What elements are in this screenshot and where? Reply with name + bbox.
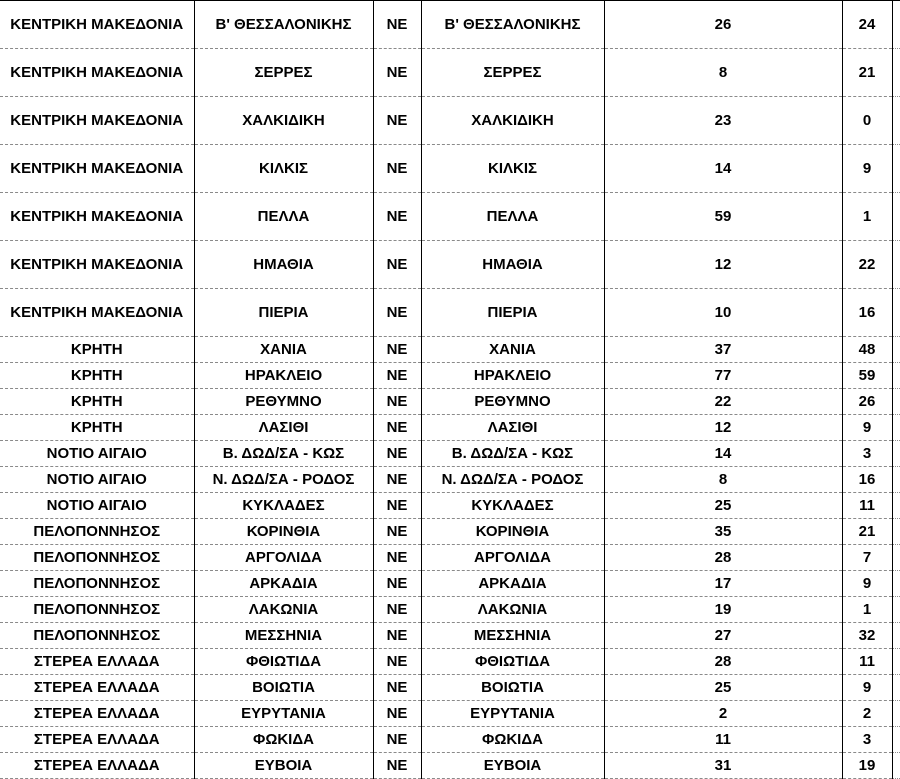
table-row	[0, 389, 900, 415]
empty-cell[interactable]	[892, 49, 900, 97]
value2-cell[interactable]: 21	[842, 49, 892, 97]
prefecture-cell[interactable]: ΗΜΑΘΙΑ	[194, 241, 373, 289]
table-row	[0, 97, 900, 145]
region-cell[interactable]: ΠΕΛΟΠΟΝΝΗΣΟΣ	[0, 571, 194, 597]
table-row	[0, 649, 900, 675]
value2-cell[interactable]: 2	[842, 701, 892, 727]
type-cell[interactable]: ΝΕ	[373, 467, 421, 493]
value1-cell[interactable]: 8	[604, 49, 842, 97]
unit-cell[interactable]: ΡΕΘΥΜΝΟ	[421, 389, 604, 415]
type-cell[interactable]: ΝΕ	[373, 389, 421, 415]
region-cell[interactable]: ΠΕΛΟΠΟΝΝΗΣΟΣ	[0, 623, 194, 649]
prefecture-cell[interactable]: Ν. ΔΩΔ/ΣΑ - ΡΟΔΟΣ	[194, 467, 373, 493]
prefecture-cell[interactable]: ΦΩΚΙΔΑ	[194, 727, 373, 753]
type-cell[interactable]: ΝΕ	[373, 97, 421, 145]
value2-cell[interactable]: 3	[842, 441, 892, 467]
value2-cell[interactable]: 7	[842, 545, 892, 571]
value2-cell[interactable]: 22	[842, 241, 892, 289]
prefecture-cell[interactable]: ΚΙΛΚΙΣ	[194, 145, 373, 193]
empty-cell[interactable]	[892, 289, 900, 337]
unit-cell[interactable]: ΧΑΝΙΑ	[421, 337, 604, 363]
value2-cell[interactable]: 16	[842, 467, 892, 493]
unit-cell[interactable]: Β' ΘΕΣΣΑΛΟΝΙΚΗΣ	[421, 1, 604, 49]
type-cell[interactable]: ΝΕ	[373, 193, 421, 241]
prefecture-cell[interactable]: ΡΕΘΥΜΝΟ	[194, 389, 373, 415]
empty-cell[interactable]	[892, 753, 900, 779]
type-cell[interactable]: ΝΕ	[373, 727, 421, 753]
region-cell[interactable]: ΚΡΗΤΗ	[0, 415, 194, 441]
region-cell[interactable]: ΚΕΝΤΡΙΚΗ ΜΑΚΕΔΟΝΙΑ	[0, 289, 194, 337]
value2-cell[interactable]: 0	[842, 97, 892, 145]
value2-cell[interactable]: 19	[842, 753, 892, 779]
unit-cell[interactable]: ΗΜΑΘΙΑ	[421, 241, 604, 289]
type-cell[interactable]: ΝΕ	[373, 649, 421, 675]
value2-cell[interactable]: 9	[842, 145, 892, 193]
table-row	[0, 571, 900, 597]
type-cell[interactable]: ΝΕ	[373, 597, 421, 623]
table-row	[0, 597, 900, 623]
value1-cell[interactable]: 22	[604, 389, 842, 415]
table-row	[0, 337, 900, 363]
value1-cell[interactable]: 11	[604, 727, 842, 753]
prefecture-cell[interactable]: ΛΑΣΙΘΙ	[194, 415, 373, 441]
table-row	[0, 289, 900, 337]
empty-cell[interactable]	[892, 415, 900, 441]
table-row	[0, 241, 900, 289]
type-cell[interactable]: ΝΕ	[373, 289, 421, 337]
empty-cell[interactable]	[892, 363, 900, 389]
type-cell[interactable]: ΝΕ	[373, 1, 421, 49]
empty-cell[interactable]	[892, 701, 900, 727]
table-row	[0, 441, 900, 467]
region-cell[interactable]: ΚΡΗΤΗ	[0, 337, 194, 363]
table-row	[0, 193, 900, 241]
type-cell[interactable]: ΝΕ	[373, 571, 421, 597]
table-row	[0, 363, 900, 389]
prefecture-cell[interactable]: ΕΥΡΥΤΑΝΙΑ	[194, 701, 373, 727]
empty-cell[interactable]	[892, 649, 900, 675]
value1-cell[interactable]: 28	[604, 545, 842, 571]
table-row	[0, 701, 900, 727]
region-cell[interactable]: ΣΤΕΡΕΑ ΕΛΛΑΔΑ	[0, 727, 194, 753]
prefecture-cell[interactable]: ΕΥΒΟΙΑ	[194, 753, 373, 779]
value1-cell[interactable]: 12	[604, 241, 842, 289]
empty-cell[interactable]	[892, 597, 900, 623]
empty-cell[interactable]	[892, 545, 900, 571]
empty-cell[interactable]	[892, 571, 900, 597]
type-cell[interactable]: ΝΕ	[373, 493, 421, 519]
type-cell[interactable]: ΝΕ	[373, 519, 421, 545]
value1-cell[interactable]: 23	[604, 97, 842, 145]
prefecture-cell[interactable]: ΦΘΙΩΤΙΔΑ	[194, 649, 373, 675]
empty-cell[interactable]	[892, 337, 900, 363]
unit-cell[interactable]: ΛΑΣΙΘΙ	[421, 415, 604, 441]
value2-cell[interactable]: 24	[842, 1, 892, 49]
unit-cell[interactable]: ΕΥΒΟΙΑ	[421, 753, 604, 779]
table-row	[0, 1, 900, 49]
empty-cell[interactable]	[892, 467, 900, 493]
value1-cell[interactable]: 25	[604, 675, 842, 701]
empty-cell[interactable]	[892, 389, 900, 415]
prefecture-cell[interactable]: ΒΟΙΩΤΙΑ	[194, 675, 373, 701]
type-cell[interactable]: ΝΕ	[373, 675, 421, 701]
value1-cell[interactable]: 19	[604, 597, 842, 623]
table-row	[0, 519, 900, 545]
prefecture-cell[interactable]: ΣΕΡΡΕΣ	[194, 49, 373, 97]
prefecture-cell[interactable]: ΧΑΛΚΙΔΙΚΗ	[194, 97, 373, 145]
value1-cell[interactable]: 8	[604, 467, 842, 493]
value2-cell[interactable]: 1	[842, 597, 892, 623]
region-cell[interactable]: ΣΤΕΡΕΑ ΕΛΛΑΔΑ	[0, 753, 194, 779]
type-cell[interactable]: ΝΕ	[373, 623, 421, 649]
unit-cell[interactable]: ΚΥΚΛΑΔΕΣ	[421, 493, 604, 519]
type-cell[interactable]: ΝΕ	[373, 701, 421, 727]
region-cell[interactable]: ΚΕΝΤΡΙΚΗ ΜΑΚΕΔΟΝΙΑ	[0, 1, 194, 49]
empty-cell[interactable]	[892, 675, 900, 701]
region-cell[interactable]: ΠΕΛΟΠΟΝΝΗΣΟΣ	[0, 597, 194, 623]
table-body	[0, 1, 900, 779]
type-cell[interactable]: ΝΕ	[373, 337, 421, 363]
value1-cell[interactable]: 31	[604, 753, 842, 779]
unit-cell[interactable]: ΦΩΚΙΔΑ	[421, 727, 604, 753]
table-row	[0, 467, 900, 493]
unit-cell[interactable]: ΕΥΡΥΤΑΝΙΑ	[421, 701, 604, 727]
value2-cell[interactable]: 1	[842, 193, 892, 241]
region-cell[interactable]: ΚΕΝΤΡΙΚΗ ΜΑΚΕΔΟΝΙΑ	[0, 49, 194, 97]
unit-cell[interactable]: ΣΕΡΡΕΣ	[421, 49, 604, 97]
value1-cell[interactable]: 35	[604, 519, 842, 545]
region-cell[interactable]: ΚΕΝΤΡΙΚΗ ΜΑΚΕΔΟΝΙΑ	[0, 145, 194, 193]
table-row	[0, 623, 900, 649]
unit-cell[interactable]: ΗΡΑΚΛΕΙΟ	[421, 363, 604, 389]
value2-cell[interactable]: 9	[842, 571, 892, 597]
empty-cell[interactable]	[892, 1, 900, 49]
value1-cell[interactable]: 26	[604, 1, 842, 49]
value1-cell[interactable]: 37	[604, 337, 842, 363]
empty-cell[interactable]	[892, 519, 900, 545]
empty-cell[interactable]	[892, 241, 900, 289]
value2-cell[interactable]: 59	[842, 363, 892, 389]
value1-cell[interactable]: 59	[604, 193, 842, 241]
empty-cell[interactable]	[892, 441, 900, 467]
type-cell[interactable]: ΝΕ	[373, 415, 421, 441]
region-cell[interactable]: ΚΕΝΤΡΙΚΗ ΜΑΚΕΔΟΝΙΑ	[0, 241, 194, 289]
table-row	[0, 675, 900, 701]
prefecture-cell[interactable]: ΑΡΓΟΛΙΔΑ	[194, 545, 373, 571]
region-cell[interactable]: ΚΡΗΤΗ	[0, 363, 194, 389]
prefecture-cell[interactable]: ΧΑΝΙΑ	[194, 337, 373, 363]
unit-cell[interactable]: ΠΙΕΡΙΑ	[421, 289, 604, 337]
type-cell[interactable]: ΝΕ	[373, 545, 421, 571]
table-row	[0, 415, 900, 441]
type-cell[interactable]: ΝΕ	[373, 145, 421, 193]
value1-cell[interactable]: 14	[604, 441, 842, 467]
table-row	[0, 753, 900, 779]
unit-cell[interactable]: ΠΕΛΛΑ	[421, 193, 604, 241]
value2-cell[interactable]: 9	[842, 675, 892, 701]
empty-cell[interactable]	[892, 193, 900, 241]
empty-cell[interactable]	[892, 493, 900, 519]
unit-cell[interactable]: ΚΟΡΙΝΘΙΑ	[421, 519, 604, 545]
type-cell[interactable]: ΝΕ	[373, 241, 421, 289]
unit-cell[interactable]: ΑΡΓΟΛΙΔΑ	[421, 545, 604, 571]
prefecture-cell[interactable]: Β. ΔΩΔ/ΣΑ - ΚΩΣ	[194, 441, 373, 467]
type-cell[interactable]: ΝΕ	[373, 49, 421, 97]
unit-cell[interactable]: ΚΙΛΚΙΣ	[421, 145, 604, 193]
type-cell[interactable]: ΝΕ	[373, 363, 421, 389]
region-cell[interactable]: ΣΤΕΡΕΑ ΕΛΛΑΔΑ	[0, 675, 194, 701]
region-cell[interactable]: ΣΤΕΡΕΑ ΕΛΛΑΔΑ	[0, 649, 194, 675]
prefecture-cell[interactable]: ΗΡΑΚΛΕΙΟ	[194, 363, 373, 389]
region-cell[interactable]: ΝΟΤΙΟ ΑΙΓΑΙΟ	[0, 441, 194, 467]
region-cell[interactable]: ΠΕΛΟΠΟΝΝΗΣΟΣ	[0, 545, 194, 571]
value1-cell[interactable]: 14	[604, 145, 842, 193]
unit-cell[interactable]: ΜΕΣΣΗΝΙΑ	[421, 623, 604, 649]
region-cell[interactable]: ΚΡΗΤΗ	[0, 389, 194, 415]
prefecture-cell[interactable]: ΚΟΡΙΝΘΙΑ	[194, 519, 373, 545]
table-row	[0, 727, 900, 753]
empty-cell[interactable]	[892, 623, 900, 649]
prefecture-cell[interactable]: ΠΕΛΛΑ	[194, 193, 373, 241]
prefecture-cell[interactable]: ΜΕΣΣΗΝΙΑ	[194, 623, 373, 649]
value2-cell[interactable]: 11	[842, 649, 892, 675]
value2-cell[interactable]: 3	[842, 727, 892, 753]
empty-cell[interactable]	[892, 97, 900, 145]
unit-cell[interactable]: Β. ΔΩΔ/ΣΑ - ΚΩΣ	[421, 441, 604, 467]
value1-cell[interactable]: 25	[604, 493, 842, 519]
value1-cell[interactable]: 28	[604, 649, 842, 675]
region-cell[interactable]: ΠΕΛΟΠΟΝΝΗΣΟΣ	[0, 519, 194, 545]
type-cell[interactable]: ΝΕ	[373, 441, 421, 467]
value2-cell[interactable]: 9	[842, 415, 892, 441]
region-cell[interactable]: ΝΟΤΙΟ ΑΙΓΑΙΟ	[0, 467, 194, 493]
value2-cell[interactable]: 11	[842, 493, 892, 519]
value2-cell[interactable]: 21	[842, 519, 892, 545]
region-cell[interactable]: ΣΤΕΡΕΑ ΕΛΛΑΔΑ	[0, 701, 194, 727]
value2-cell[interactable]: 16	[842, 289, 892, 337]
empty-cell[interactable]	[892, 727, 900, 753]
table-row	[0, 49, 900, 97]
value1-cell[interactable]: 77	[604, 363, 842, 389]
unit-cell[interactable]: ΛΑΚΩΝΙΑ	[421, 597, 604, 623]
value2-cell[interactable]: 32	[842, 623, 892, 649]
value1-cell[interactable]: 10	[604, 289, 842, 337]
prefecture-cell[interactable]: ΠΙΕΡΙΑ	[194, 289, 373, 337]
prefecture-cell[interactable]: ΚΥΚΛΑΔΕΣ	[194, 493, 373, 519]
region-cell[interactable]: ΚΕΝΤΡΙΚΗ ΜΑΚΕΔΟΝΙΑ	[0, 97, 194, 145]
type-cell[interactable]: ΝΕ	[373, 753, 421, 779]
unit-cell[interactable]: ΒΟΙΩΤΙΑ	[421, 675, 604, 701]
prefecture-cell[interactable]: Β' ΘΕΣΣΑΛΟΝΙΚΗΣ	[194, 1, 373, 49]
value1-cell[interactable]: 17	[604, 571, 842, 597]
table-row	[0, 545, 900, 571]
value2-cell[interactable]: 48	[842, 337, 892, 363]
prefecture-cell[interactable]: ΛΑΚΩΝΙΑ	[194, 597, 373, 623]
prefecture-cell[interactable]: ΑΡΚΑΔΙΑ	[194, 571, 373, 597]
value2-cell[interactable]: 26	[842, 389, 892, 415]
region-cell[interactable]: ΚΕΝΤΡΙΚΗ ΜΑΚΕΔΟΝΙΑ	[0, 193, 194, 241]
region-cell[interactable]: ΝΟΤΙΟ ΑΙΓΑΙΟ	[0, 493, 194, 519]
unit-cell[interactable]: ΧΑΛΚΙΔΙΚΗ	[421, 97, 604, 145]
table-row	[0, 493, 900, 519]
unit-cell[interactable]: ΦΘΙΩΤΙΔΑ	[421, 649, 604, 675]
value1-cell[interactable]: 27	[604, 623, 842, 649]
unit-cell[interactable]: ΑΡΚΑΔΙΑ	[421, 571, 604, 597]
unit-cell[interactable]: Ν. ΔΩΔ/ΣΑ - ΡΟΔΟΣ	[421, 467, 604, 493]
empty-cell[interactable]	[892, 145, 900, 193]
table-row	[0, 145, 900, 193]
value1-cell[interactable]: 2	[604, 701, 842, 727]
value1-cell[interactable]: 12	[604, 415, 842, 441]
